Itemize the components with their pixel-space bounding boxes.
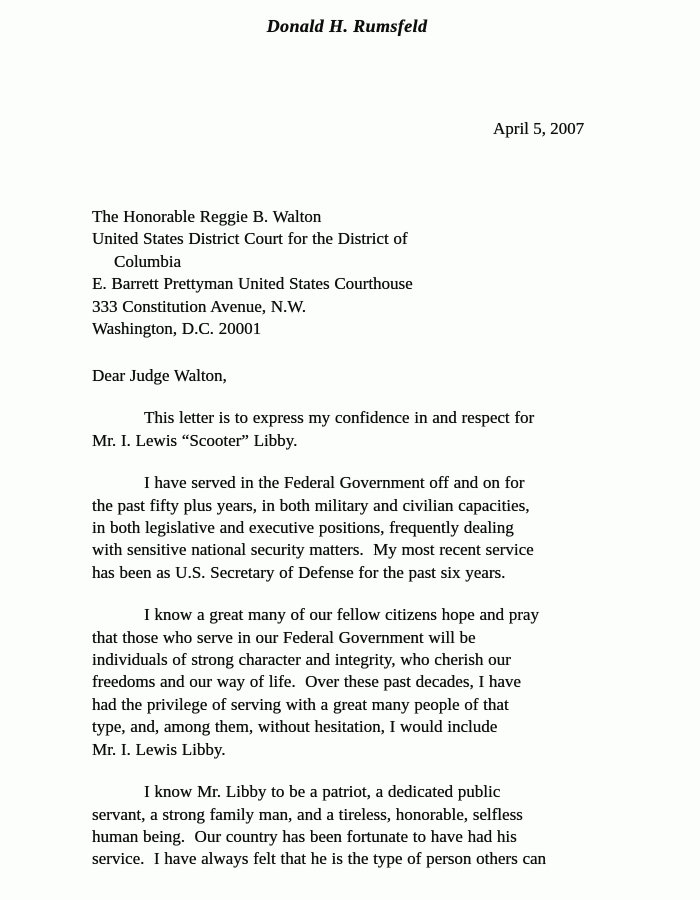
paragraph-line: had the privilege of serving with a great many people of that [92,694,509,714]
paragraph-line: human being. Our country has been fortunate to have had his [92,826,517,846]
paragraph-line: This letter is to express my confidence in and respect for [144,408,535,428]
recipient-address-line: Washington, D.C. 20001 [92,319,262,339]
paragraph-line: individuals of strong character and integrity, who cherish our [92,650,511,670]
paragraph [92,781,622,871]
letter-date: April 5, 2007 [493,119,585,138]
paragraph [92,472,622,584]
recipient-address-line: The Honorable Reggie B. Walton [92,207,322,226]
letterhead-name: Donald H. Rumsfeld [266,16,428,36]
paragraph-line: Mr. I. Lewis “Scooter” Libby. [92,430,298,450]
paragraph-line: has been as U.S. Secretary of Defense for the past six years. [92,562,506,582]
recipient-address-line: United States District Court for the District of [92,229,408,249]
paragraph [92,407,622,452]
paragraph-line: freedoms and our way of life. Over these past decades, I have [92,672,521,692]
paragraph-line: service. I have always felt that he is the type of person others can [92,849,547,869]
paragraph-line: that those who serve in our Federal Government will be [92,627,476,647]
salutation: Dear Judge Walton, [92,366,227,385]
paragraph-line: the past fifty plus years, in both military and civilian capacities, [92,495,530,515]
paragraph [92,604,622,761]
recipient-address [92,206,413,340]
paragraph-line: with sensitive national security matters. My most recent service [92,540,534,560]
paragraph-line: type, and, among them, without hesitation, I would include [92,717,498,737]
letter-body [92,365,622,871]
recipient-address-line: Columbia [114,251,182,271]
paragraph-line: Mr. I. Lewis Libby. [92,739,226,759]
recipient-address-line: E. Barrett Prettyman United States Courthouse [92,274,413,294]
paragraph-line: I know a great many of our fellow citizens hope and pray [144,605,539,625]
paragraph-line: I know Mr. Libby to be a patriot, a dedicated public [144,782,501,802]
paragraph-line: servant, a strong family man, and a tireless, honorable, selfless [92,804,523,824]
recipient-address-line: 333 Constitution Avenue, N.W. [92,296,306,316]
paragraph-line: I have served in the Federal Government off and on for [144,473,525,493]
paragraph-line: in both legislative and executive positions, frequently dealing [92,518,514,538]
